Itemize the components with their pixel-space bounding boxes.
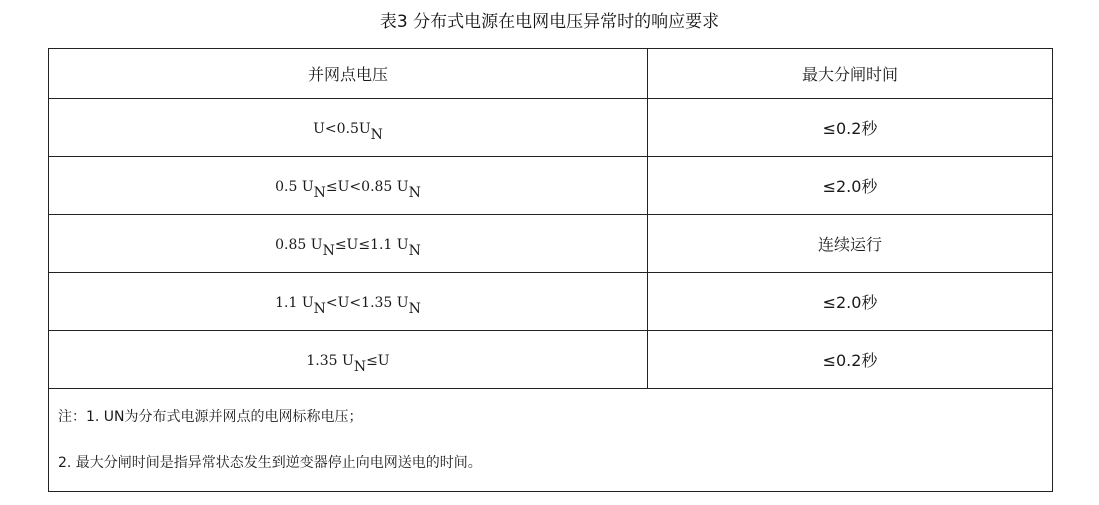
voltage-condition: 0.5 $U_N\le U<0.85$ $U_N$ — [275, 179, 421, 201]
trip-time-cell — [648, 215, 1053, 273]
voltage-response-table — [48, 48, 1053, 492]
note-line: 2. 最大分闸时间是指异常状态发生到逆变器停止向电网送电的时间。 — [58, 455, 482, 471]
notes-cell — [49, 389, 1053, 492]
table-row — [49, 157, 1053, 215]
voltage-condition-cell — [49, 99, 648, 157]
trip-time-value: 连续运行 — [817, 235, 882, 254]
trip-time-cell — [648, 273, 1053, 331]
trip-time-value: ≤0.2秒 — [822, 351, 878, 370]
voltage-condition-cell — [49, 215, 648, 273]
header-trip-time: 最大分闸时间 — [648, 49, 1053, 99]
voltage-condition-cell — [49, 273, 648, 331]
table-row — [49, 99, 1053, 157]
table-row — [49, 273, 1053, 331]
voltage-condition-cell — [49, 331, 648, 389]
header-voltage: 并网点电压 — [49, 49, 648, 99]
trip-time-cell — [648, 157, 1053, 215]
table-title: 表3 分布式电源在电网电压异常时的响应要求 — [379, 12, 720, 32]
table-row — [49, 215, 1053, 273]
voltage-condition: 0.85 $U_N\le U\le 1.1$ $U_N$ — [275, 237, 421, 259]
voltage-condition: 1.1 $U_N<U<1.35$ $U_N$ — [275, 295, 421, 317]
table-row — [49, 331, 1053, 389]
trip-time-cell — [648, 331, 1053, 389]
table-header-row — [49, 49, 1053, 99]
trip-time-value: ≤0.2秒 — [822, 119, 878, 138]
trip-time-value: ≤2.0秒 — [822, 177, 878, 196]
voltage-condition: 1.35 $U_N\le U$ — [306, 353, 390, 375]
voltage-condition: $U<0.5U_N$ — [313, 121, 383, 143]
trip-time-cell — [648, 99, 1053, 157]
note-line: 注：1. UN为分布式电源并网点的电网标称电压； — [58, 409, 363, 425]
voltage-condition-cell — [49, 157, 648, 215]
trip-time-value: ≤2.0秒 — [822, 293, 878, 312]
notes-row — [49, 389, 1053, 492]
